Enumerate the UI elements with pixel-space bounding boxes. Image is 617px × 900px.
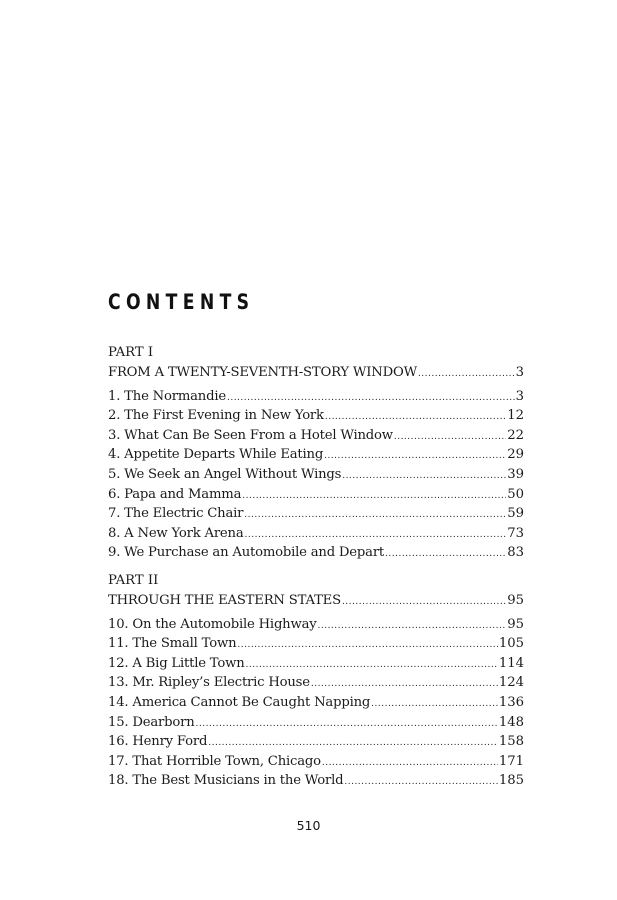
chapter-title: 6. Papa and Mamma bbox=[108, 486, 242, 502]
toc-entry[interactable] bbox=[108, 752, 524, 772]
dot-leader bbox=[344, 773, 497, 793]
part-heading-title: THROUGH THE EASTERN STATES bbox=[108, 592, 341, 608]
toc-entry[interactable] bbox=[108, 543, 524, 563]
toc-entry[interactable] bbox=[108, 524, 524, 544]
page-ref: 95 bbox=[507, 616, 524, 632]
dot-leader bbox=[196, 715, 498, 735]
toc-entry[interactable] bbox=[108, 387, 524, 407]
chapter-title: 10. On the Automobile Highway bbox=[108, 616, 317, 632]
page-ref: 39 bbox=[507, 466, 524, 482]
chapter-title: 1. The Normandie bbox=[108, 388, 226, 404]
dot-leader bbox=[394, 428, 506, 448]
chapter-title: 17. That Horrible Town, Chicago bbox=[108, 753, 321, 769]
part-label: PART I bbox=[108, 345, 154, 360]
part-heading-row[interactable] bbox=[108, 363, 524, 383]
chapter-title: 16. Henry Ford bbox=[108, 734, 208, 750]
toc-entry[interactable] bbox=[108, 485, 524, 505]
part-label: PART II bbox=[108, 572, 159, 588]
page-ref: 50 bbox=[507, 486, 524, 502]
dot-leader bbox=[317, 617, 506, 637]
chapter-title: 14. America Cannot Be Caught Napping bbox=[108, 694, 371, 710]
toc-entry[interactable] bbox=[108, 465, 524, 485]
page-ref: 114 bbox=[498, 655, 524, 671]
dot-leader bbox=[385, 545, 506, 565]
part-heading-row[interactable] bbox=[108, 591, 524, 611]
page-ref: 148 bbox=[498, 714, 524, 730]
page-title: CONTENTS bbox=[108, 290, 255, 314]
page-ref: 105 bbox=[498, 636, 524, 652]
page-ref: 124 bbox=[498, 675, 524, 691]
toc-entry[interactable] bbox=[108, 634, 524, 654]
page-ref: 29 bbox=[507, 447, 524, 463]
toc-entry[interactable] bbox=[108, 732, 524, 752]
page-ref: 158 bbox=[498, 734, 524, 750]
chapter-title: 5. We Seek an Angel Without Wings bbox=[108, 466, 342, 482]
chapter-title: 15. Dearborn bbox=[108, 714, 195, 730]
page-ref: 83 bbox=[507, 545, 524, 561]
dot-leader bbox=[244, 506, 506, 526]
page-ref: 95 bbox=[507, 592, 524, 608]
chapter-title: 11. The Small Town bbox=[108, 636, 237, 652]
table-of-contents bbox=[108, 343, 524, 791]
page-ref: 73 bbox=[507, 525, 524, 541]
toc-entry[interactable] bbox=[108, 504, 524, 524]
chapter-title: 18. The Best Musicians in the World bbox=[108, 773, 344, 789]
dot-leader bbox=[418, 365, 515, 385]
chapter-title: 9. We Purchase an Automobile and Depart bbox=[108, 545, 385, 561]
chapter-title: 7. The Electric Chair bbox=[108, 506, 244, 522]
toc-entry[interactable] bbox=[108, 445, 524, 465]
page-ref: 171 bbox=[498, 753, 524, 769]
page-ref: 22 bbox=[507, 427, 524, 443]
toc-entry[interactable] bbox=[108, 693, 524, 713]
dot-leader bbox=[237, 636, 497, 656]
page-ref: 185 bbox=[498, 773, 524, 789]
chapter-title: 2. The First Evening in New York bbox=[108, 408, 324, 424]
toc-entry[interactable] bbox=[108, 673, 524, 693]
part-heading-title: FROM A TWENTY-SEVENTH-STORY WINDOW bbox=[108, 365, 417, 380]
page-ref: 136 bbox=[498, 694, 524, 710]
toc-entry[interactable] bbox=[108, 771, 524, 791]
chapter-title: 4. Appetite Departs While Eating bbox=[108, 447, 324, 463]
dot-leader bbox=[242, 487, 506, 507]
page-ref: 12 bbox=[507, 408, 524, 424]
page-ref: 3 bbox=[515, 388, 524, 404]
dot-leader bbox=[324, 447, 506, 467]
page-number: 510 bbox=[296, 818, 321, 833]
dot-leader bbox=[322, 754, 498, 774]
toc-entry[interactable] bbox=[108, 406, 524, 426]
page-ref: 59 bbox=[507, 506, 524, 522]
page-ref: 3 bbox=[515, 365, 524, 380]
toc-entry[interactable] bbox=[108, 654, 524, 674]
dot-leader bbox=[342, 467, 506, 487]
toc-entry[interactable] bbox=[108, 713, 524, 733]
chapter-title: 12. A Big Little Town bbox=[108, 655, 245, 671]
chapter-title: 13. Mr. Ripley’s Electric House bbox=[108, 675, 310, 691]
toc-entry[interactable] bbox=[108, 615, 524, 635]
dot-leader bbox=[342, 593, 506, 613]
dot-leader bbox=[371, 695, 498, 715]
chapter-title: 3. What Can Be Seen From a Hotel Window bbox=[108, 427, 393, 443]
toc-entry[interactable] bbox=[108, 426, 524, 446]
chapter-title: 8. A New York Arena bbox=[108, 525, 244, 541]
